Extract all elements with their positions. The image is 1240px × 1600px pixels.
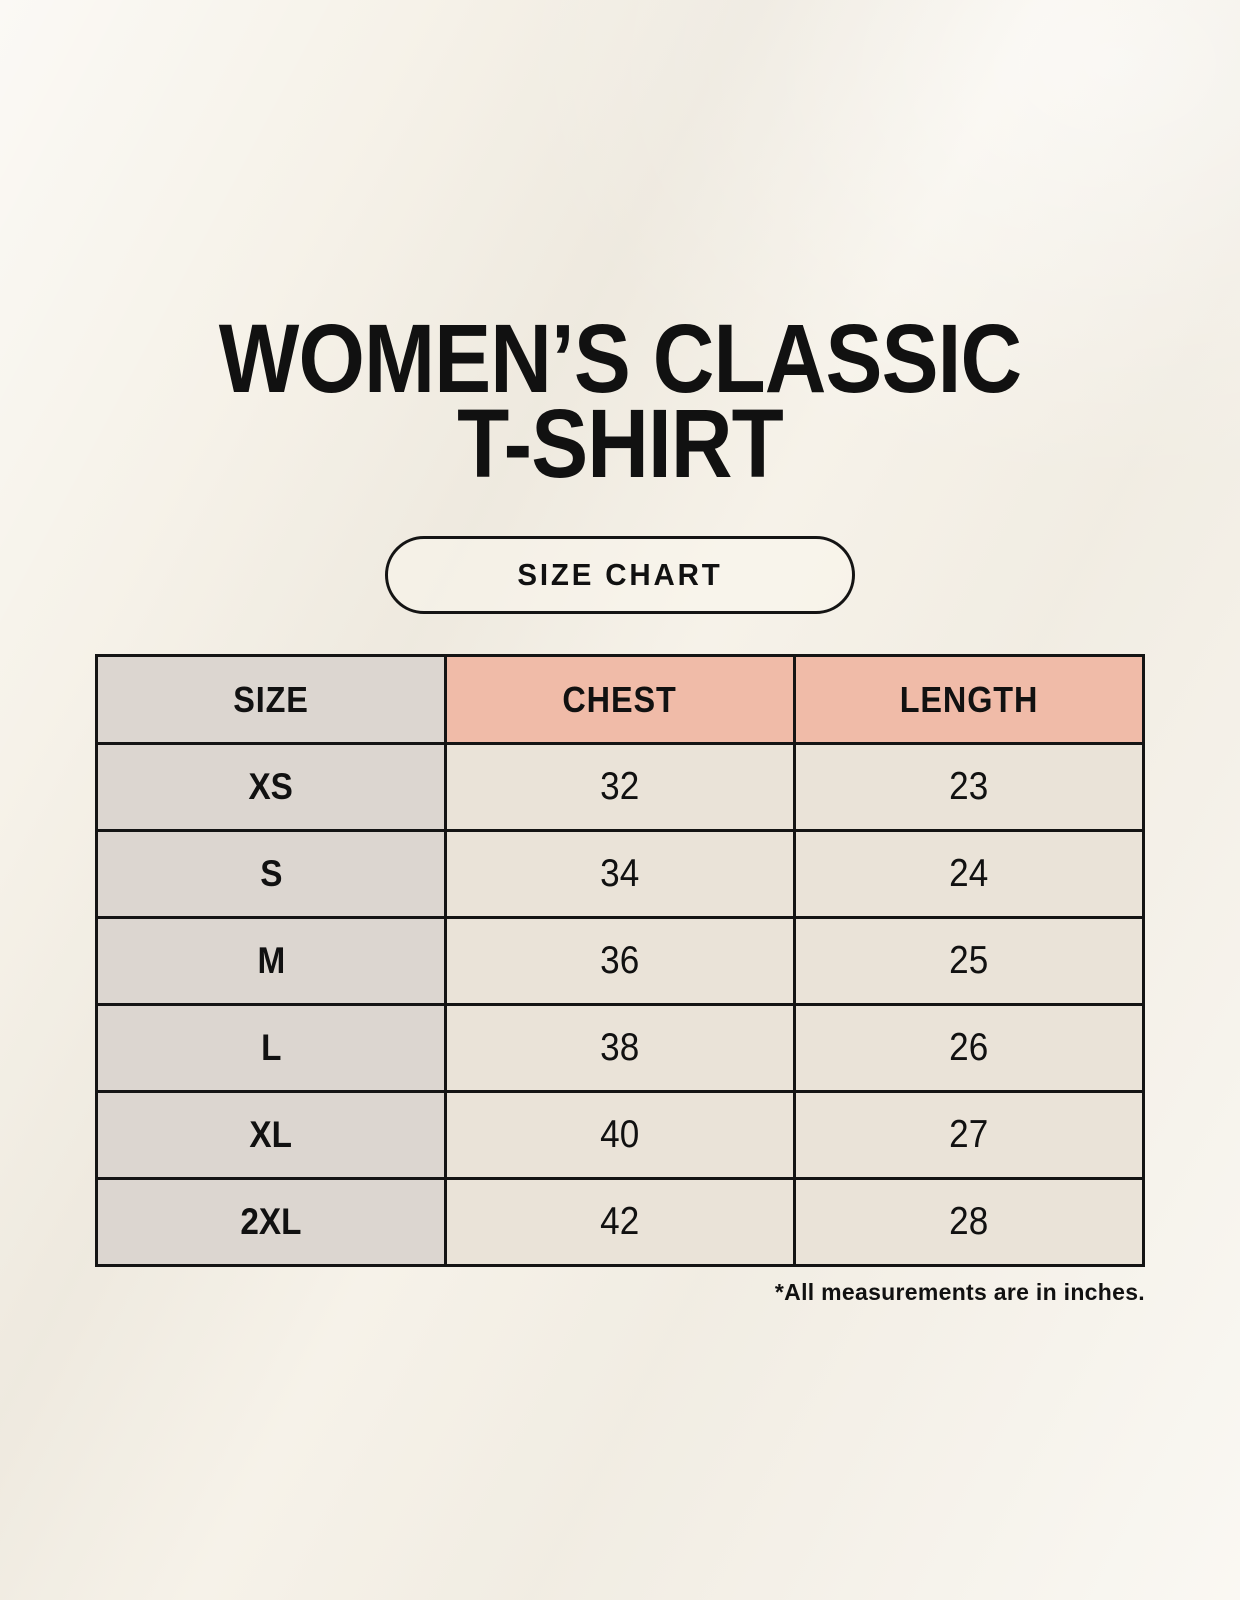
- chest-value: 38: [600, 1026, 640, 1069]
- length-value: 28: [949, 1200, 989, 1243]
- chest-value: 34: [600, 852, 640, 895]
- page-title-line-2: T-SHIRT: [457, 389, 783, 498]
- measurement-note: *All measurements are in inches.: [774, 1279, 1145, 1305]
- chest-value: 40: [600, 1113, 640, 1156]
- length-cell: [795, 1092, 1144, 1179]
- length-value: 23: [949, 765, 989, 808]
- length-cell: [795, 831, 1144, 918]
- size-cell: [97, 1092, 446, 1179]
- size-value: 2XL: [240, 1201, 302, 1242]
- column-header-length-label: LENGTH: [899, 678, 1039, 720]
- table-row: [97, 1092, 1144, 1179]
- length-value: 26: [949, 1026, 989, 1069]
- chest-cell: [446, 744, 795, 831]
- length-value: 27: [949, 1113, 989, 1156]
- table-row: [97, 1179, 1144, 1266]
- size-chart-button[interactable]: [385, 536, 855, 614]
- column-header-chest: [446, 656, 795, 744]
- column-header-size: [97, 656, 446, 744]
- size-chart-button-label: SIZE CHART: [517, 557, 723, 592]
- page-title: [0, 0, 1240, 498]
- table-row: [97, 831, 1144, 918]
- column-header-chest-label: CHEST: [562, 678, 678, 720]
- size-cell: [97, 1179, 446, 1266]
- chest-value: 42: [600, 1200, 640, 1243]
- page-title-line-1: WOMEN’S CLASSIC: [218, 304, 1022, 413]
- size-value: L: [260, 1027, 282, 1068]
- length-cell: [795, 744, 1144, 831]
- chest-cell: [446, 831, 795, 918]
- chest-cell: [446, 1092, 795, 1179]
- size-cell: [97, 744, 446, 831]
- chest-value: 36: [600, 939, 640, 982]
- length-cell: [795, 918, 1144, 1005]
- column-header-size-label: SIZE: [233, 678, 309, 720]
- size-cell: [97, 1005, 446, 1092]
- chest-value: 32: [600, 765, 640, 808]
- length-cell: [795, 1005, 1144, 1092]
- table-row: [97, 744, 1144, 831]
- size-table: [95, 654, 1145, 1267]
- chest-cell: [446, 1005, 795, 1092]
- size-value: M: [257, 940, 285, 981]
- size-value: XL: [249, 1114, 293, 1155]
- length-cell: [795, 1179, 1144, 1266]
- size-cell: [97, 831, 446, 918]
- chest-cell: [446, 1179, 795, 1266]
- column-header-length: [795, 656, 1144, 744]
- chest-cell: [446, 918, 795, 1005]
- size-cell: [97, 918, 446, 1005]
- length-value: 24: [949, 852, 989, 895]
- table-row: [97, 1005, 1144, 1092]
- size-value: S: [259, 853, 283, 894]
- length-value: 25: [949, 939, 989, 982]
- table-row: [97, 918, 1144, 1005]
- table-header-row: [97, 656, 1144, 744]
- size-value: XS: [248, 766, 294, 807]
